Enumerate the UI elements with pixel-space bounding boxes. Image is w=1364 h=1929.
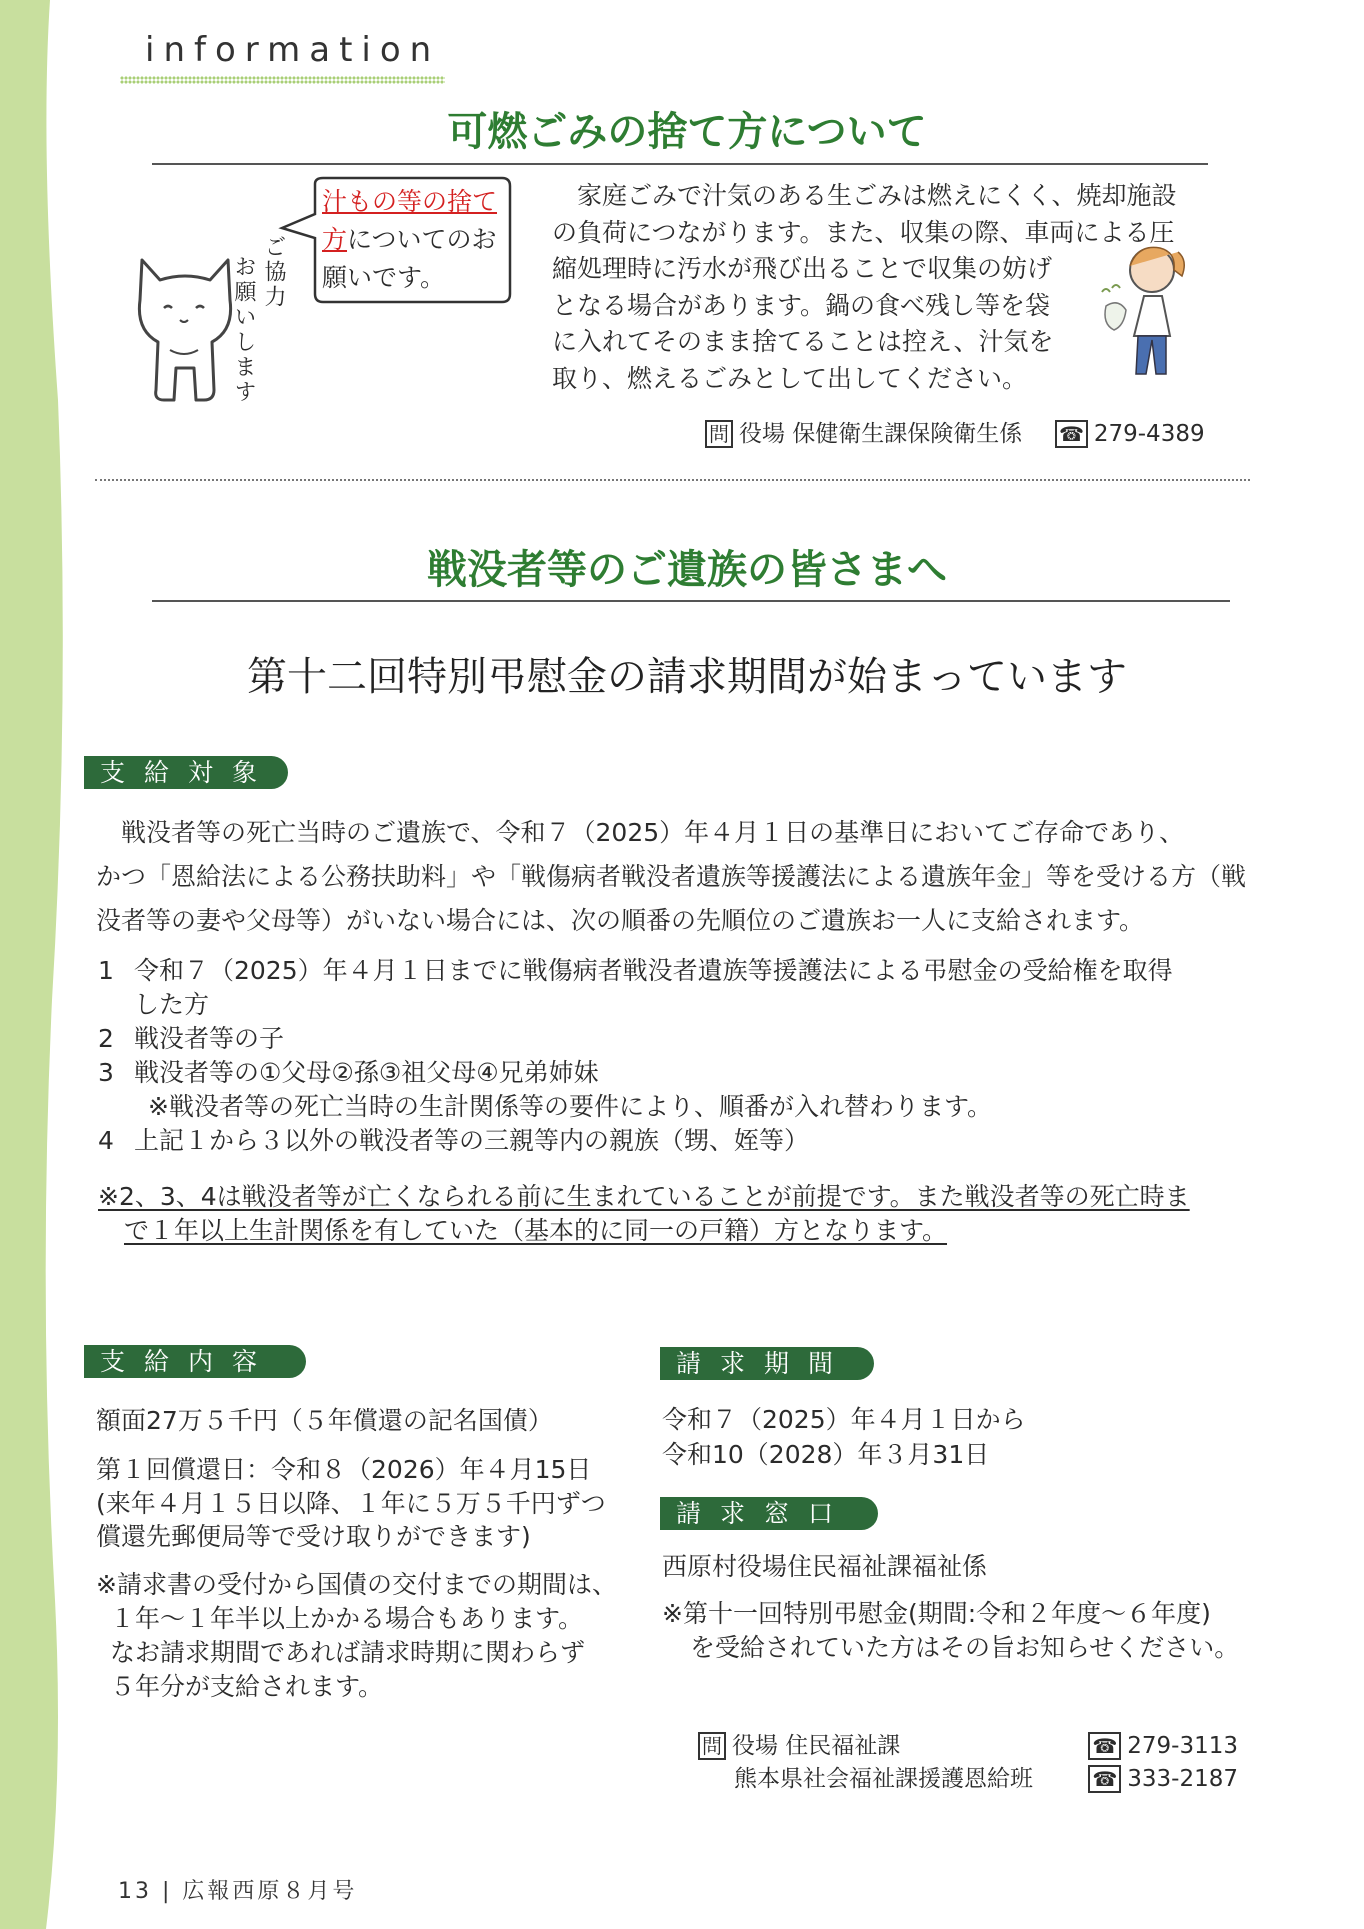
content-paren-line: 償還先郵便局等で受け取りができます)	[96, 1522, 531, 1551]
window-note	[662, 1597, 1282, 1665]
bubble-highlight-1: 汁もの等の捨て	[322, 187, 498, 216]
list-item	[98, 1124, 1258, 1158]
eligibility-note-line: ※2、3、4は戦没者等が亡くなられる前に生まれていることが前提です。また戦没者等の死亡時ま	[98, 1182, 1190, 1211]
list-item	[98, 1022, 1258, 1056]
footer	[118, 1874, 357, 1905]
section1-line: となる場合があります。鍋の食べ残し等を袋	[552, 290, 1051, 320]
section2-title: 戦没者等のご遺族の皆さまへ	[427, 547, 947, 593]
section-divider	[95, 479, 1250, 481]
bubble-rest-2: 願いです。	[322, 263, 446, 292]
period-text	[662, 1402, 1262, 1472]
section1-line: 取り、燃えるごみとして出してください。	[552, 363, 1028, 393]
contact-row	[698, 1730, 1238, 1763]
section2-rule	[152, 600, 1230, 602]
content-amount: 額面27万５千円（５年償還の記名国債）	[96, 1406, 553, 1435]
eligibility-intro-line: 没者等の妻や父母等）がいない場合には、次の順番の先順位のご遺族お一人に支給されます。	[96, 906, 1145, 935]
section1-line: に入れてそのまま捨てることは控え、汁気を	[552, 327, 1054, 356]
phone-icon: ☎	[1088, 1765, 1121, 1793]
eligibility-intro-line: 戦没者等の死亡当時のご遺族で、令和７（2025）年４月１日の基準日においてご存命であり、	[96, 818, 1185, 847]
item-number: 1	[98, 956, 114, 985]
content-note	[96, 1568, 676, 1704]
bubble-highlight-2: 方	[322, 225, 348, 254]
content-paren	[96, 1487, 676, 1553]
content-note-line: １年～１年半以上かかる場合もあります。	[110, 1604, 584, 1633]
eligibility-list	[98, 954, 1258, 1158]
contact-tel: 333-2187	[1127, 1766, 1238, 1792]
section1-rule	[152, 163, 1208, 165]
tag-eligibility: 支給対象	[84, 756, 288, 789]
tag-content: 支給内容	[84, 1345, 306, 1378]
cat-illustration	[130, 250, 240, 405]
content-redemption: 第１回償還日：令和８（2026）年４月15日	[96, 1455, 592, 1484]
eligibility-intro	[96, 811, 1276, 943]
item-line: 上記１から３以外の戦没者等の三親等内の親族（甥、姪等）	[134, 1126, 810, 1155]
header-label: information	[145, 30, 441, 70]
publication-name: 広報西原８月号	[182, 1879, 358, 1904]
item-number: 2	[98, 1024, 114, 1053]
tag-period: 請求期間	[660, 1347, 874, 1380]
section1-line: 家庭ごみで汁気のある生ごみは燃えにくく、焼却施設	[552, 181, 1177, 210]
vertical-text-2: お願いします	[231, 255, 256, 405]
section2-contacts	[698, 1730, 1238, 1796]
content-note-line: ５年分が支給されます。	[110, 1672, 384, 1701]
phone-icon: ☎	[1055, 420, 1088, 448]
period-line: 令和７（2025）年４月１日から	[662, 1405, 1026, 1434]
eligibility-note-line: で１年以上生計関係を有していた（基本的に同一の戸籍）方となります。	[124, 1216, 948, 1245]
content-note-line: ※請求書の受付から国債の交付までの期間は、	[96, 1570, 617, 1599]
contact-office: 熊本県社会福祉課援護恩給班	[734, 1766, 1033, 1792]
page-number: 13	[118, 1879, 152, 1904]
item-number: 4	[98, 1126, 114, 1155]
section1-title: 可燃ごみの捨て方について	[447, 109, 927, 155]
speech-bubble-text	[322, 183, 522, 297]
contact-row	[698, 1763, 1238, 1796]
item-line: 戦没者等の子	[134, 1024, 285, 1053]
item-line: 令和７（2025）年４月１日までに戦傷病者戦没者遺族等援護法による弔慰金の受給権を取得	[134, 956, 1173, 985]
list-item	[98, 1056, 1258, 1124]
footer-separator: |	[162, 1879, 173, 1904]
eligibility-intro-line: かつ「恩給法による公務扶助料」や「戦傷病者戦没者遺族等援護法による遺族年金」等を受ける方（戦	[96, 862, 1247, 891]
sidebar-decoration	[0, 0, 70, 1929]
item-line: ※戦没者等の死亡当時の生計関係等の要件により、順番が入れ替わります。	[148, 1092, 992, 1121]
section1-office: 役場 保健衛生課保険衛生係	[739, 421, 1023, 447]
section1-contact	[705, 415, 1205, 448]
header-dots	[120, 76, 445, 84]
item-line: 戦没者等の①父母②孫③祖父母④兄弟姉妹	[134, 1058, 599, 1087]
section1-line: 縮処理時に汚水が飛び出ることで収集の妨げ	[552, 254, 1053, 283]
section1-line: の負荷につながります。また、収集の際、車両による圧	[552, 217, 1175, 247]
list-item	[98, 954, 1258, 1022]
window-office: 西原村役場住民福祉課福祉係	[662, 1552, 988, 1581]
contact-office: 役場 住民福祉課	[732, 1733, 901, 1759]
eligibility-note	[98, 1180, 1258, 1248]
vertical-text-1: ご協力	[261, 235, 286, 310]
item-line: した方	[134, 990, 210, 1019]
window-note-line: ※第十一回特別弔慰金(期間:令和２年度～６年度)	[662, 1599, 1211, 1628]
ask-icon: 問	[698, 1732, 726, 1760]
bubble-rest-1: についてのお	[347, 225, 497, 254]
content-note-line: なお請求期間であれば請求時期に関わらず	[110, 1638, 586, 1667]
content-paren-line: (来年４月１５日以降、１年に５万５千円ずつ	[96, 1489, 606, 1518]
item-number: 3	[98, 1058, 114, 1087]
tag-window: 請求窓口	[660, 1497, 878, 1530]
section2-subtitle: 第十二回特別弔慰金の請求期間が始まっています	[247, 654, 1127, 700]
window-note-line: を受給されていた方はその旨お知らせください。	[690, 1633, 1240, 1662]
woman-illustration	[1098, 240, 1198, 380]
phone-icon: ☎	[1088, 1732, 1121, 1760]
contact-tel: 279-3113	[1127, 1733, 1238, 1759]
section1-tel: 279-4389	[1093, 421, 1205, 447]
period-line: 令和10（2028）年３月31日	[662, 1440, 990, 1469]
ask-icon: 問	[705, 420, 733, 448]
